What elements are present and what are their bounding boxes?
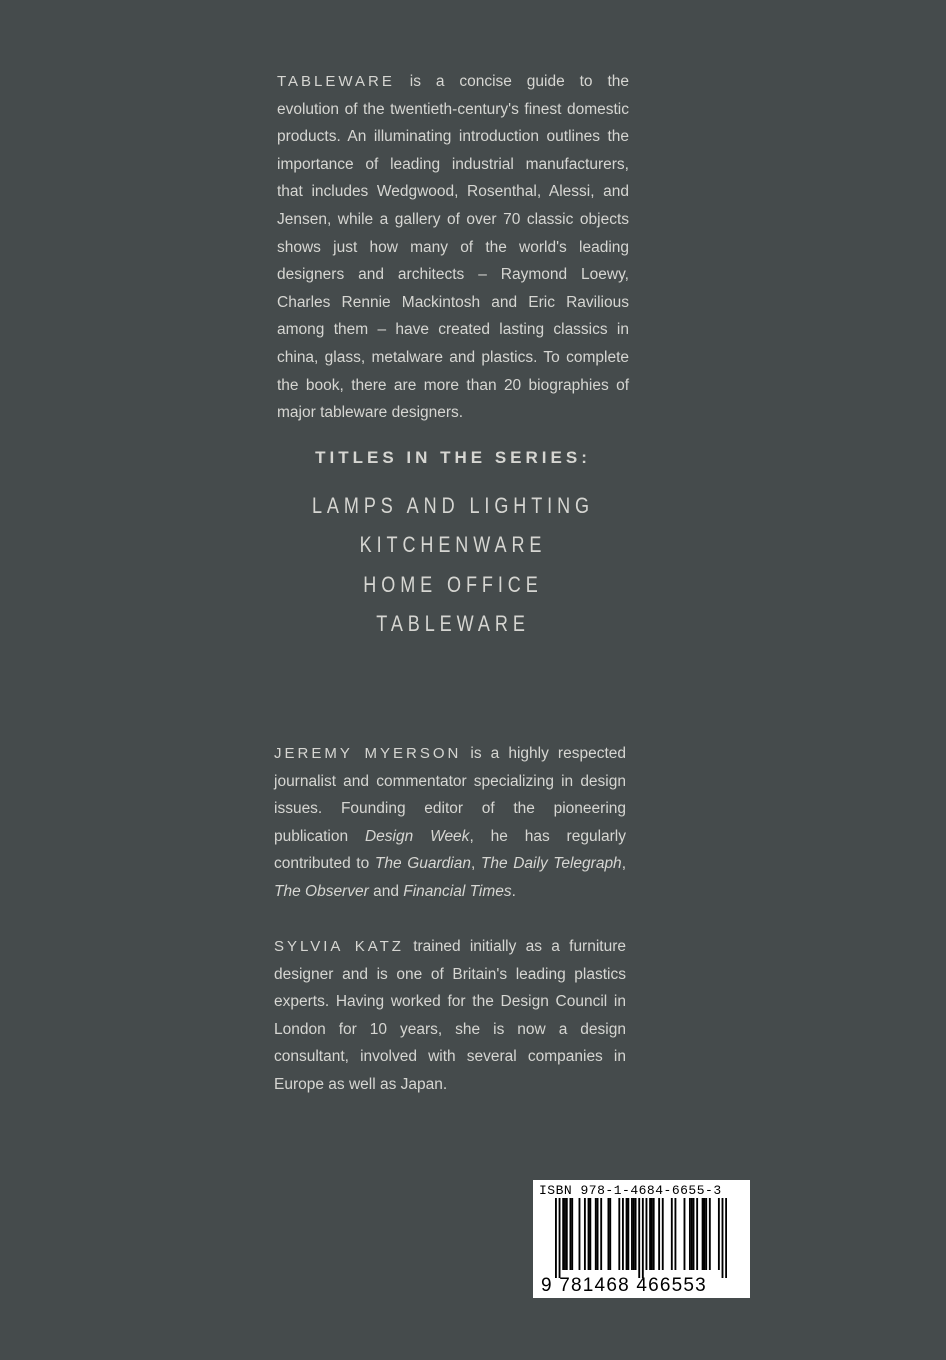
ean-digits: 9 781468 466553 (541, 1275, 707, 1296)
series-heading: TITLES IN THE SERIES: (315, 448, 591, 467)
bio-text: trained initially as a furniture designer and is one of Britain's leading plastics experts. Having worked for the Design Council in London for 10 years, she is now a design consultant, involved with several companies in Europe as well as Japan. (274, 938, 626, 1093)
barcode-bar (588, 1198, 590, 1270)
publication-title: The Observer (274, 882, 369, 900)
barcode-bar (559, 1198, 561, 1278)
barcode-bar (609, 1198, 611, 1270)
barcode-bar (608, 1198, 610, 1270)
barcode-bar (722, 1198, 724, 1278)
author-bio-myerson (274, 740, 626, 906)
publication-title: Financial Times (403, 882, 512, 900)
barcode-bar (703, 1198, 705, 1270)
barcode-bar (631, 1198, 633, 1270)
barcode-bar (566, 1198, 568, 1270)
bio-text: , (621, 855, 626, 873)
barcode-bar (691, 1198, 693, 1270)
barcode-bar (618, 1198, 620, 1270)
blurb-text: is a concise guide to the evolution of the twentieth-century's finest domestic products. An illuminating introduction outlines the importance of leading industrial manufacturers, that includes Wedgwood, Rosenthal, Alessi, and Jensen, while a gallery of over 70 classic objects shows just how many of the world's leading designers and architects – Raymond Loewy, Charles Rennie Mackintosh and Eric Ravilious among them – have created lasting classics in china, glass, metalware and plastics. To complete the book, there are more than 20 biographies of major tableware designers. (277, 73, 629, 422)
barcode-bar (705, 1198, 707, 1270)
barcode-bar (725, 1198, 727, 1278)
barcode-bar (638, 1198, 640, 1278)
bio-text: and (368, 882, 404, 900)
barcode-bar (651, 1198, 653, 1270)
barcode-bar (684, 1198, 686, 1270)
series-title-list (0, 486, 906, 643)
barcode-bar (709, 1198, 711, 1270)
author-name: SYLVIA KATZ (274, 938, 404, 955)
barcode-bar (622, 1198, 624, 1270)
barcode-bar (555, 1198, 557, 1278)
barcode-bar (562, 1198, 564, 1270)
barcode-bar (579, 1198, 581, 1270)
barcode-bar (589, 1198, 591, 1270)
barcode-bar (635, 1198, 637, 1270)
barcode-bar (642, 1198, 644, 1278)
barcode-bar (600, 1198, 602, 1270)
bio-text: , (470, 855, 481, 873)
barcode-bar (658, 1198, 660, 1270)
isbn-number: ISBN 978-1-4684-6655-3 (539, 1183, 722, 1198)
barcode-bar (693, 1198, 695, 1270)
publication-title: Design Week (364, 827, 470, 845)
barcode-bar (689, 1198, 691, 1270)
barcode-bar (597, 1198, 599, 1270)
publication-title: The Guardian (374, 855, 471, 873)
barcode-bars (555, 1198, 727, 1278)
barcode-bar (584, 1198, 586, 1270)
barcode-bar (595, 1198, 597, 1270)
barcode-bar (633, 1198, 635, 1270)
barcode-bar (564, 1198, 566, 1270)
bio-text: , he has regularly contributed to (274, 827, 626, 873)
isbn-barcode (533, 1180, 750, 1298)
barcode-bar (569, 1198, 571, 1270)
barcode-bar (626, 1198, 628, 1270)
series-title: TABLEWARE (376, 610, 530, 636)
series-title: KITCHENWARE (359, 532, 547, 558)
publication-title: The Daily Telegraph (480, 855, 622, 873)
barcode-bar (649, 1198, 651, 1270)
barcode-bar (571, 1198, 573, 1270)
bio-text: . (511, 882, 516, 900)
barcode-bar (662, 1198, 664, 1270)
barcode-bar (696, 1198, 698, 1270)
barcode-bar (627, 1198, 629, 1270)
series-title: LAMPS AND LIGHTING (311, 493, 595, 518)
barcode-bar (674, 1198, 676, 1270)
barcode-bar (702, 1198, 704, 1270)
back-cover-blurb (277, 68, 629, 427)
barcode-bar (653, 1198, 655, 1270)
barcode-bar (718, 1198, 720, 1270)
series-title: HOME OFFICE (363, 571, 543, 597)
barcode-bar (646, 1198, 648, 1270)
bio-text: is a highly respected journalist and commentator specializing in design issues. Founding editor of the pioneering publication (274, 745, 626, 845)
barcode-bar (671, 1198, 673, 1270)
author-name: JEREMY MYERSON (274, 745, 462, 762)
author-bio-katz (274, 933, 626, 1099)
blurb-title: TABLEWARE (277, 73, 395, 90)
